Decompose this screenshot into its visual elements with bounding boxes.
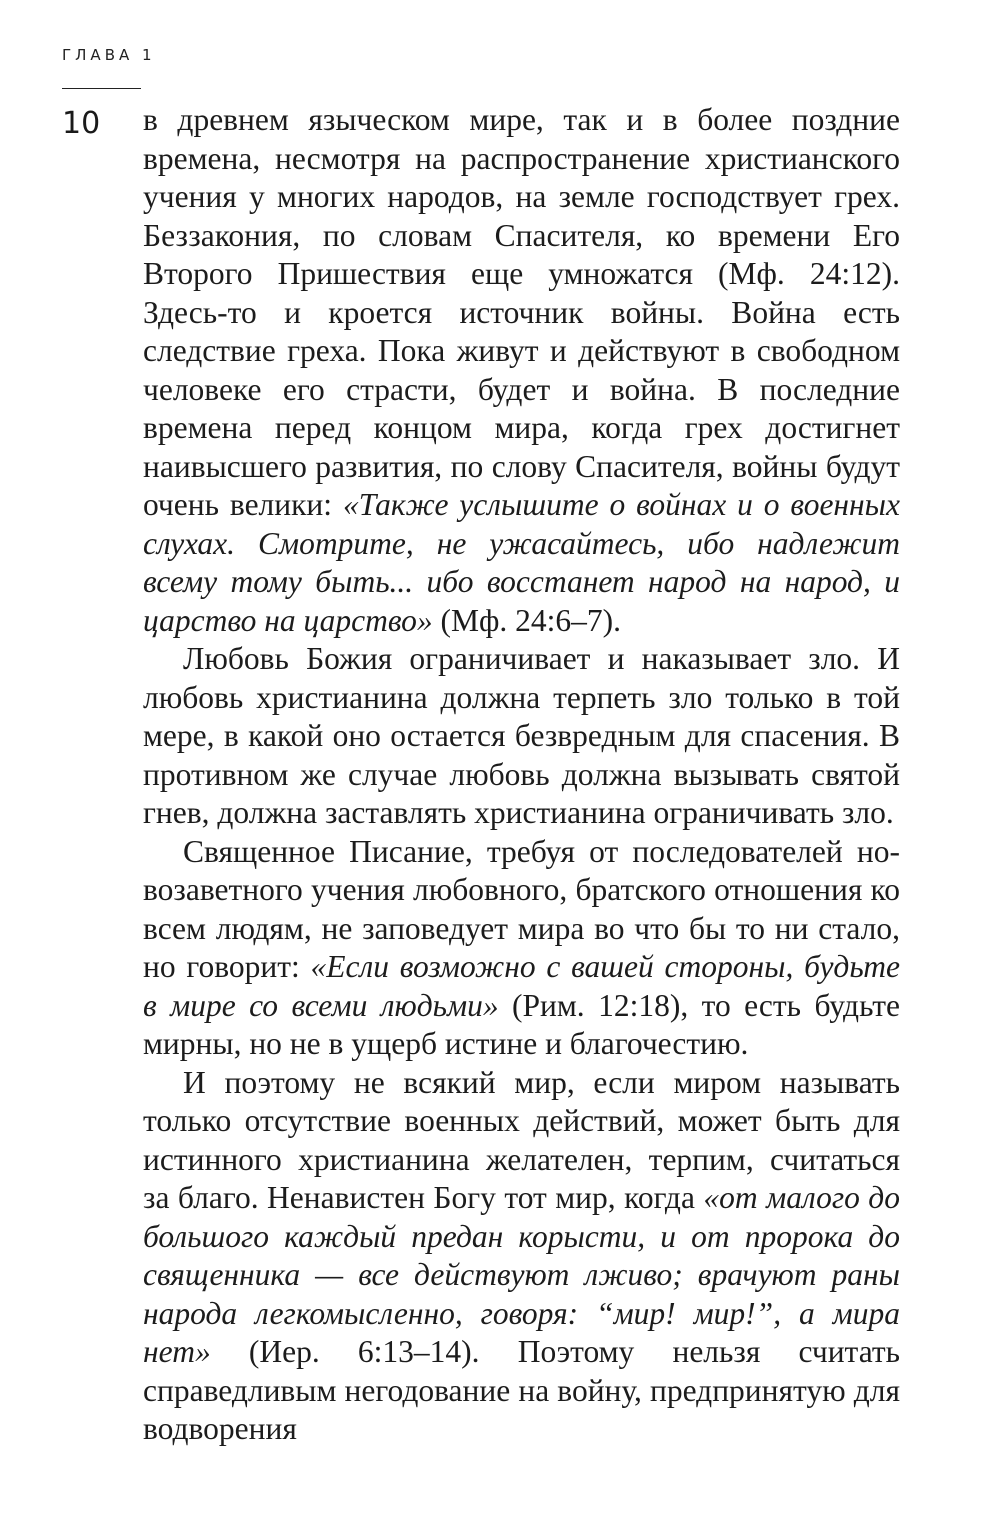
paragraph-3 [143,833,900,1064]
paragraph-4 [143,1064,900,1449]
page-number: 10 [62,106,101,141]
text-segment: И поэтому не всякий мир, если миром называть только отсутствие военных действий, может быть для истинного христианина желателен, терпим, считаться за благо. Ненавистен Богу тот мир, когда [143,1064,900,1215]
body-text [143,101,900,1449]
text-segment: (Рим. 12:18), то есть будьте мирны, но не в ущерб истине и благочестию. [143,987,900,1061]
quote-segment: «Если возможно с вашей стороны, будьте в мире со всеми людьми» [143,949,900,1023]
text-segment: в древнем языческом мире, так и в более поздние времена, несмотря на распространение христианского учения у многих народов, на земле господствует грех. Беззакония, по словам Спасителя, ко времени Его Второго Пришествия еще умножатся (Мф. 24:12). Здесь-то и кроется источник войны. Война есть следствие греха. Пока живут и действуют в свободном человеке его страсти, будет и война. В последние времена перед концом мира, когда грех достигнет наивысшего развития, по слову Спасителя, войны будут очень велики: [143,102,900,522]
paragraph-1 [143,101,900,640]
chapter-label: ГЛАВА 1 [62,46,156,64]
quote-segment: «Также услышите о войнах и о военных слухах. Смотрите, не ужасайтесь, ибо надлежит всему тому быть... ибо восстанет народ на народ, и царство на царство» [143,487,900,638]
quote-segment: «от малого до большого каждый предан корысти, и от пророка до священника — все действуют лживо; врачуют раны народа легкомысленно, говоря: “мир! мир!”, а мира нет» [143,1180,900,1369]
text-segment: Любовь Божия ограничивает и наказывает зло. И любовь христианина должна терпеть зло только в той мере, в какой оно остается безвредным для спасения. В противном же случае любовь должна вызывать святой гнев, должна заставлять христианина ограничивать зло. [143,641,900,830]
chapter-rule [62,88,141,89]
text-segment: Священное Писание, требуя от последователей новозаветного учения любовного, братского отношения ко всем людям, не заповедует мира во что бы то ни стало, но говорит: [143,833,900,984]
text-segment: (Мф. 24:6–7). [432,602,622,638]
paragraph-2 [143,640,900,833]
text-segment: (Иер. 6:13–14). Поэтому нельзя считать справедливым негодование на войну, предпринятую для водворения [143,1334,900,1446]
